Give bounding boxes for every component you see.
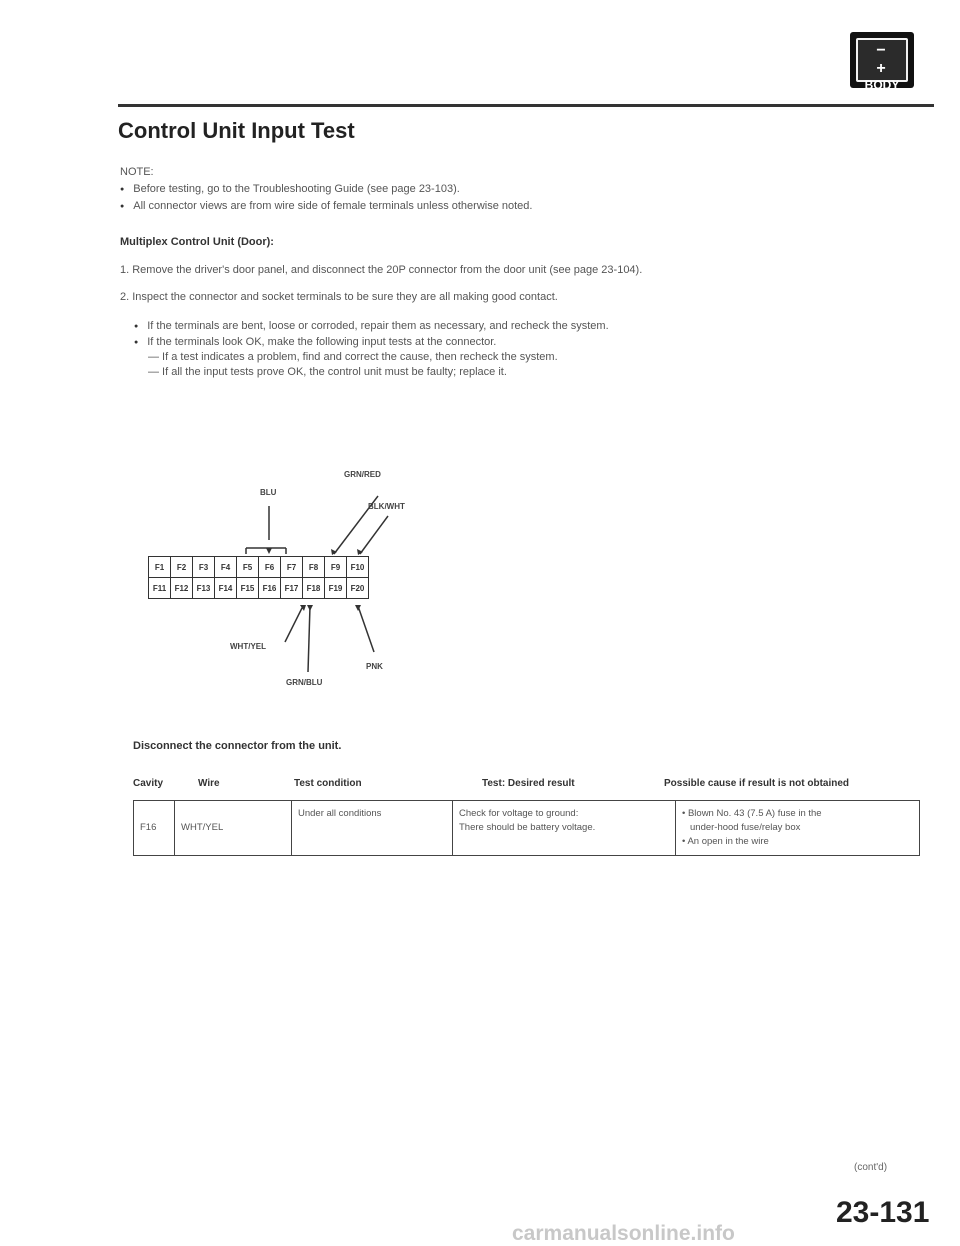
col-header-cause: Possible cause if result is not obtained xyxy=(664,778,850,789)
cause-line: under-hood fuse/relay box xyxy=(690,822,801,833)
col-header-cavity: Cavity xyxy=(133,778,164,789)
wire-label-wht-yel: WHT/YEL xyxy=(230,642,266,651)
disconnect-instruction: Disconnect the connector from the unit. xyxy=(133,740,342,752)
col-header-wire: Wire xyxy=(198,778,220,789)
cell-condition: Under all conditions xyxy=(292,801,453,856)
connector-diagram xyxy=(148,466,468,696)
cell-wire: WHT/YEL xyxy=(175,801,292,856)
wire-label-blk-wht: BLK/WHT xyxy=(368,502,405,511)
wire-label-grn-red: GRN/RED xyxy=(344,470,381,479)
terminal-cell: F15 xyxy=(237,578,259,599)
cell-cavity: F16 xyxy=(134,801,175,856)
cell-result xyxy=(453,801,676,856)
terminal-cell: F17 xyxy=(281,578,303,599)
table-row xyxy=(134,801,920,856)
connector-face xyxy=(148,556,369,599)
page-number: 23-131 xyxy=(836,1196,930,1229)
note-item: ● All connector views are from wire side of female terminals unless otherwise noted. xyxy=(120,200,532,212)
input-test-table xyxy=(133,800,920,856)
watermark: carmanualsonline.info xyxy=(512,1222,735,1245)
terminal-cell: F13 xyxy=(193,578,215,599)
body-section-badge xyxy=(850,32,914,92)
continued-note: (cont'd) xyxy=(854,1162,888,1173)
terminal-cell: F7 xyxy=(281,557,303,578)
terminal-cell: F3 xyxy=(193,557,215,578)
terminal-cell: F2 xyxy=(171,557,193,578)
terminal-cell: F8 xyxy=(303,557,325,578)
terminal-cell: F9 xyxy=(325,557,347,578)
terminal-cell: F5 xyxy=(237,557,259,578)
cause-line: • An open in the wire xyxy=(682,836,769,847)
sub-item: — If a test indicates a problem, find and correct the cause, then recheck the system. xyxy=(148,351,558,363)
badge-label: BODY xyxy=(864,78,900,92)
sub-item: — If all the input tests prove OK, the control unit must be faulty; replace it. xyxy=(148,366,507,378)
badge-signs: − + xyxy=(876,42,900,77)
terminal-cell: F6 xyxy=(259,557,281,578)
terminal-cell: F12 xyxy=(171,578,193,599)
terminal-cell: F20 xyxy=(347,578,369,599)
wire-label-pnk: PNK xyxy=(366,662,383,671)
header-rule xyxy=(118,104,934,107)
cause-line: • Blown No. 43 (7.5 A) fuse in the xyxy=(682,808,822,819)
step-bullet: ● If the terminals are bent, loose or corroded, repair them as necessary, and recheck the system. xyxy=(134,320,609,332)
section-heading: Multiplex Control Unit (Door): xyxy=(120,236,274,248)
note-item: ● Before testing, go to the Troubleshooting Guide (see page 23-103). xyxy=(120,183,460,195)
connector-row-bottom xyxy=(149,578,369,599)
terminal-cell: F18 xyxy=(303,578,325,599)
terminal-cell: F19 xyxy=(325,578,347,599)
terminal-cell: F16 xyxy=(259,578,281,599)
terminal-cell: F1 xyxy=(149,557,171,578)
terminal-cell: F11 xyxy=(149,578,171,599)
step-1: 1. Remove the driver's door panel, and disconnect the 20P connector from the door unit (see page 23-104). xyxy=(120,264,643,276)
connector-row-top xyxy=(149,557,369,578)
step-2: 2. Inspect the connector and socket terminals to be sure they are all making good contact. xyxy=(120,291,558,303)
wire-label-blu: BLU xyxy=(260,488,277,497)
col-header-condition: Test condition xyxy=(294,778,362,789)
result-line: There should be battery voltage. xyxy=(459,822,596,833)
cell-cause xyxy=(676,801,920,856)
terminal-cell: F10 xyxy=(347,557,369,578)
col-header-result: Test: Desired result xyxy=(482,778,575,789)
note-heading: NOTE: xyxy=(120,166,154,178)
page-title: Control Unit Input Test xyxy=(118,118,355,143)
result-line: Check for voltage to ground: xyxy=(459,808,579,819)
battery-icon xyxy=(856,38,908,92)
wire-label-grn-blu: GRN/BLU xyxy=(286,678,323,687)
terminal-cell: F14 xyxy=(215,578,237,599)
step-bullet: ● If the terminals look OK, make the following input tests at the connector. xyxy=(134,336,496,348)
terminal-cell: F4 xyxy=(215,557,237,578)
